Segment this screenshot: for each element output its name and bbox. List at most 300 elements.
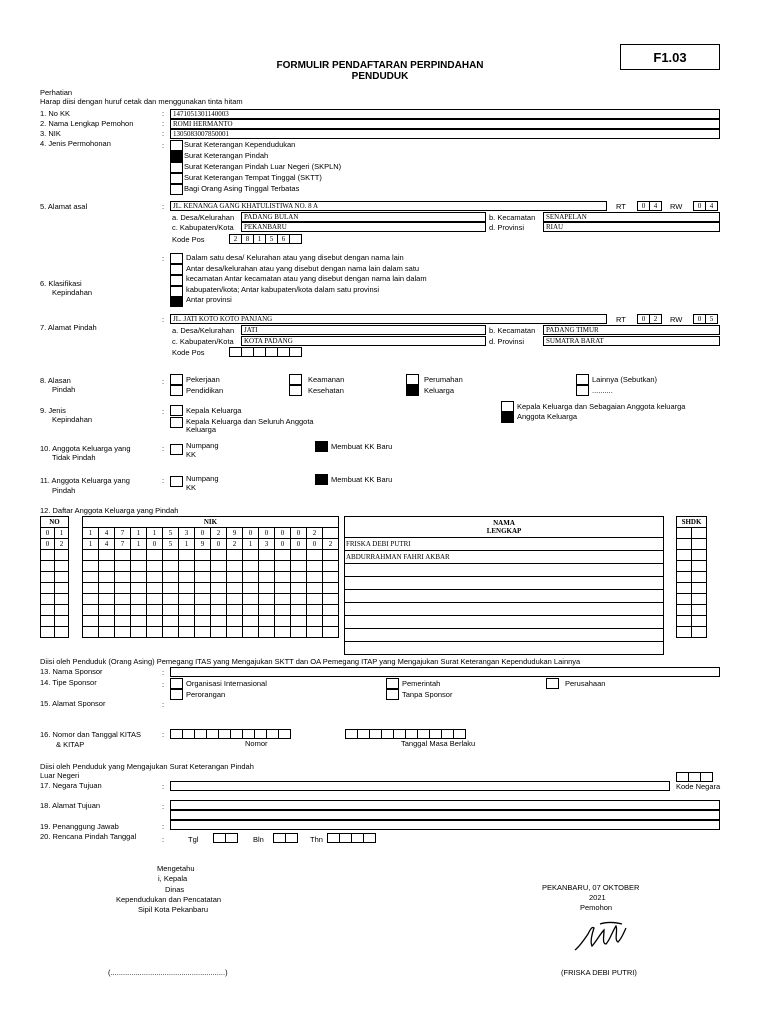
nik-cell[interactable] <box>211 550 227 561</box>
nik-cell[interactable]: 0 <box>259 528 275 539</box>
nik-cell[interactable] <box>115 627 131 638</box>
nik-cell[interactable] <box>275 627 291 638</box>
nama-cell[interactable] <box>345 616 664 629</box>
desa-field[interactable]: PADANG BULAN <box>241 212 486 222</box>
alasan-pekerjaan: Pekerjaan <box>186 375 220 384</box>
nik-cell[interactable] <box>131 605 147 616</box>
jenis-permohonan-label: 4. Jenis Permohonan <box>40 139 111 148</box>
alamat-asal-label: 5. Alamat asal <box>40 202 88 211</box>
nik-cell[interactable] <box>323 616 339 627</box>
nik-cell[interactable] <box>227 627 243 638</box>
st-tanpa: Tanpa Sponsor <box>402 690 453 699</box>
nik-cell[interactable] <box>291 572 307 583</box>
rt-pindah[interactable]: 0 2 <box>637 314 662 324</box>
colon: : <box>162 802 165 811</box>
nik-cell[interactable] <box>291 594 307 605</box>
st-checkbox-tanpa[interactable] <box>386 689 399 700</box>
nama-cell[interactable]: FRISKA DEBI PUTRI <box>345 538 664 551</box>
kls-checkbox-3[interactable] <box>170 275 183 286</box>
kls-checkbox-5[interactable] <box>170 296 183 307</box>
no-cell[interactable] <box>41 583 55 594</box>
nik-cell[interactable]: 2 <box>211 528 227 539</box>
nik-cell[interactable] <box>307 627 323 638</box>
nama-cell[interactable]: ABDURRAHMAN FAHRI AKBAR <box>345 551 664 564</box>
shdk-cell[interactable] <box>692 561 707 572</box>
nik-cell[interactable] <box>131 616 147 627</box>
alasan-checkbox-pekerjaan[interactable] <box>170 374 183 385</box>
nik-cell[interactable] <box>243 561 259 572</box>
nik-cell[interactable] <box>99 572 115 583</box>
kec-pindah-field[interactable]: PADANG TIMUR <box>543 325 720 335</box>
nik-cell[interactable]: 5 <box>163 528 179 539</box>
nik-cell[interactable] <box>131 594 147 605</box>
kab-field[interactable]: PEKANBARU <box>241 222 486 232</box>
nik-cell[interactable]: 0 <box>291 539 307 550</box>
nik-cell[interactable] <box>323 561 339 572</box>
nik-cell[interactable] <box>291 605 307 616</box>
alasan-lainnya: Lainnya (Sebutkan) <box>592 375 658 384</box>
nik-cell[interactable] <box>99 561 115 572</box>
nik-cell[interactable] <box>307 616 323 627</box>
nik-cell[interactable] <box>259 616 275 627</box>
nik-cell[interactable] <box>179 561 195 572</box>
thn-cells[interactable] <box>327 833 376 843</box>
colon: : <box>162 668 165 677</box>
nik-cell[interactable] <box>227 594 243 605</box>
nik-cell[interactable] <box>291 627 307 638</box>
form-title: FORMULIR PENDAFTARAN PERPINDAHAN <box>276 60 484 71</box>
no-cell[interactable] <box>55 627 69 638</box>
no-cell[interactable] <box>55 550 69 561</box>
nik-cell[interactable]: 0 <box>275 528 291 539</box>
form-subtitle: PENDUDUK <box>351 71 409 82</box>
nik-cell[interactable] <box>99 616 115 627</box>
nik-cell[interactable] <box>323 528 339 539</box>
tgl-cells[interactable] <box>213 833 238 843</box>
alasan-checkbox-keluarga[interactable] <box>406 385 419 396</box>
nik-cell[interactable] <box>243 616 259 627</box>
nik-cell[interactable] <box>131 550 147 561</box>
no-cell[interactable]: 2 <box>55 539 69 550</box>
sign-left-2: i, Kepala <box>158 874 188 883</box>
nik-cell[interactable] <box>99 594 115 605</box>
nik-cell[interactable] <box>163 572 179 583</box>
nik-cell[interactable] <box>147 550 163 561</box>
jk-option-3: Kepala Keluarga dan Sebagaian Anggota keluarga <box>517 402 686 411</box>
nik-cell[interactable]: 7 <box>115 539 131 550</box>
nik-cell[interactable] <box>259 550 275 561</box>
no-cell[interactable] <box>55 616 69 627</box>
nik-cell[interactable] <box>227 616 243 627</box>
nik-cell[interactable] <box>83 550 99 561</box>
shdk-cell[interactable] <box>677 539 692 550</box>
nik-cell[interactable] <box>323 572 339 583</box>
nik-cell[interactable]: 4 <box>99 539 115 550</box>
nik-cell[interactable]: 9 <box>227 528 243 539</box>
nik-cell[interactable] <box>211 572 227 583</box>
alamat-tujuan-field[interactable] <box>170 800 720 810</box>
nik-cell[interactable] <box>99 605 115 616</box>
nik-cell[interactable] <box>211 594 227 605</box>
alasan-checkbox-keamanan[interactable] <box>289 374 302 385</box>
nik-cell[interactable] <box>211 605 227 616</box>
kls-checkbox-2[interactable] <box>170 264 183 275</box>
nik-cell[interactable] <box>275 561 291 572</box>
nama-cell[interactable] <box>345 577 664 590</box>
nik-cell[interactable] <box>115 572 131 583</box>
kodepos-asal[interactable]: 2 8 1 5 6 <box>229 234 302 244</box>
no-cell[interactable] <box>55 594 69 605</box>
tp-checkbox-kk-baru[interactable] <box>315 441 328 452</box>
nik-cell[interactable] <box>163 605 179 616</box>
nik-cell[interactable] <box>163 550 179 561</box>
nik-cell[interactable] <box>83 561 99 572</box>
nik-cell[interactable] <box>83 627 99 638</box>
nama-cell[interactable] <box>345 590 664 603</box>
nik-cell[interactable] <box>83 594 99 605</box>
nik-cell[interactable] <box>227 572 243 583</box>
shdk-cell[interactable] <box>677 594 692 605</box>
nik-cell[interactable] <box>115 550 131 561</box>
nik-cell[interactable] <box>323 605 339 616</box>
nik-cell[interactable] <box>291 583 307 594</box>
nik-cell[interactable] <box>275 605 291 616</box>
nik-cell[interactable] <box>259 605 275 616</box>
nik-cell[interactable]: 2 <box>323 539 339 550</box>
no-cell[interactable] <box>41 627 55 638</box>
st-perorangan: Perorangan <box>186 690 226 699</box>
jk-checkbox-3[interactable] <box>501 401 514 412</box>
nama-cell[interactable] <box>345 642 664 655</box>
nik-cell[interactable] <box>291 561 307 572</box>
colon: : <box>162 254 165 263</box>
desa-pindah-field[interactable]: JATI <box>241 325 486 335</box>
nik-cell[interactable] <box>179 627 195 638</box>
shdk-cell[interactable] <box>677 616 692 627</box>
no-cell[interactable] <box>55 605 69 616</box>
nik-cell[interactable] <box>291 616 307 627</box>
kode-negara-cells[interactable] <box>676 772 713 782</box>
kodepos-label: Kode Pos <box>172 235 205 244</box>
nik-cell[interactable] <box>243 605 259 616</box>
shdk-cell[interactable] <box>677 583 692 594</box>
shdk-cell[interactable] <box>692 594 707 605</box>
sign-right-3: Pemohon <box>580 903 613 912</box>
shdk-cell[interactable] <box>692 605 707 616</box>
nik-cell[interactable] <box>323 583 339 594</box>
kitas-tanggal-cells[interactable] <box>345 729 466 739</box>
kk-field[interactable]: 1471051301140003 <box>170 109 720 119</box>
nik-cell[interactable] <box>83 616 99 627</box>
nik-cell[interactable] <box>195 550 211 561</box>
kec-field[interactable]: SENAPELAN <box>543 212 720 222</box>
nik-cell[interactable] <box>195 572 211 583</box>
nik-cell[interactable] <box>179 550 195 561</box>
bln-cells[interactable] <box>273 833 298 843</box>
nik-cell[interactable]: 1 <box>147 528 163 539</box>
nama-cell[interactable] <box>345 603 664 616</box>
nik-cell[interactable]: 0 <box>307 539 323 550</box>
sign-left-4: Kependudukan dan Pencatatan <box>116 895 222 904</box>
nik-table: NIK 1 4 7 1 1 5 3 0 2 9 0 0 0 0 2 1 4 7 1 0 5 1 9 0 2 1 3 0 0 0 2 <box>82 516 339 638</box>
nik-cell[interactable] <box>275 594 291 605</box>
no-cell[interactable]: 0 <box>41 528 55 539</box>
nik-cell[interactable] <box>211 583 227 594</box>
alamat-pindah-field[interactable]: JL. JATI KOTO KOTO PANJANG <box>170 314 607 324</box>
kodepos-pindah[interactable] <box>229 347 302 357</box>
nik-cell[interactable] <box>323 627 339 638</box>
st-checkbox-perorangan[interactable] <box>170 689 183 700</box>
shdk-cell[interactable] <box>677 550 692 561</box>
rw-asal[interactable]: 0 4 <box>693 201 718 211</box>
nik-cell[interactable]: 1 <box>131 539 147 550</box>
no-cell[interactable] <box>55 561 69 572</box>
alasan-pendidikan: Pendidikan <box>186 386 224 395</box>
nik-cell[interactable] <box>211 561 227 572</box>
alasan-checkbox-pendidikan[interactable] <box>170 385 183 396</box>
colon: : <box>162 119 165 128</box>
shdk-cell[interactable] <box>677 605 692 616</box>
jp-checkbox-3[interactable] <box>170 162 183 173</box>
sponsor-type-label: 14. Tipe Sponsor <box>40 678 97 687</box>
nik-cell[interactable] <box>147 583 163 594</box>
nik-cell[interactable]: 0 <box>291 528 307 539</box>
nik-cell[interactable] <box>275 583 291 594</box>
nik-cell[interactable] <box>163 583 179 594</box>
colon: : <box>162 700 165 709</box>
nik-cell[interactable]: 4 <box>99 528 115 539</box>
nik-cell[interactable]: 0 <box>147 539 163 550</box>
nik-cell[interactable] <box>179 594 195 605</box>
nik-cell[interactable]: 3 <box>179 528 195 539</box>
shdk-cell[interactable] <box>692 616 707 627</box>
jk-checkbox-4[interactable] <box>501 412 514 423</box>
kitas-label: 16. Nomor dan Tanggal KITAS <box>40 730 142 739</box>
jk-checkbox-2[interactable] <box>170 417 183 428</box>
nik-cell[interactable] <box>291 550 307 561</box>
nik-cell[interactable]: 9 <box>195 539 211 550</box>
nik-cell[interactable] <box>195 627 211 638</box>
nik-cell[interactable]: 1 <box>83 539 99 550</box>
nik-cell[interactable] <box>131 572 147 583</box>
nik-cell[interactable] <box>243 583 259 594</box>
jk-option-4: Anggota Keluarga <box>517 412 578 421</box>
nik-cell[interactable] <box>307 583 323 594</box>
nik-cell[interactable] <box>195 605 211 616</box>
no-cell[interactable] <box>41 605 55 616</box>
shdk-cell[interactable] <box>677 561 692 572</box>
st-checkbox-perusahaan[interactable] <box>546 678 559 689</box>
shdk-cell[interactable] <box>692 583 707 594</box>
colon: : <box>162 835 165 844</box>
prov-label: d. Provinsi <box>489 223 525 232</box>
kls-option-5: Antar provinsi <box>186 295 232 304</box>
nik-cell[interactable] <box>99 550 115 561</box>
nik-cell[interactable] <box>131 583 147 594</box>
nik-cell[interactable] <box>131 627 147 638</box>
no-cell[interactable] <box>41 594 55 605</box>
nik-cell[interactable] <box>227 605 243 616</box>
jk-checkbox-1[interactable] <box>170 405 183 416</box>
negara-field[interactable] <box>170 781 670 791</box>
nik-field[interactable]: 1305083007850001 <box>170 129 720 139</box>
nik-cell[interactable] <box>147 572 163 583</box>
nik-cell[interactable] <box>323 550 339 561</box>
sponsor-name-field[interactable] <box>170 667 720 677</box>
alasan-checkbox-lainnya-2[interactable] <box>576 385 589 396</box>
kitas-nomor-cells[interactable] <box>170 729 291 739</box>
shdk-cell[interactable] <box>692 528 707 539</box>
shdk-cell[interactable] <box>692 572 707 583</box>
nik-cell[interactable] <box>179 616 195 627</box>
nik-cell[interactable]: 0 <box>243 528 259 539</box>
alamat-tujuan-field-2[interactable] <box>170 810 720 820</box>
no-cell[interactable] <box>41 572 55 583</box>
nik-cell[interactable] <box>195 616 211 627</box>
no-cell[interactable] <box>41 616 55 627</box>
nik-cell[interactable] <box>115 583 131 594</box>
nik-cell[interactable] <box>227 550 243 561</box>
nik-cell[interactable] <box>115 561 131 572</box>
nik-cell[interactable] <box>307 550 323 561</box>
nik-cell[interactable] <box>147 627 163 638</box>
name-field[interactable]: ROMI HERMANTO <box>170 119 720 129</box>
alasan-checkbox-lainnya[interactable] <box>576 374 589 385</box>
p-checkbox-numpang[interactable] <box>170 476 183 487</box>
tidak-pindah-label-2: Tidak Pindah <box>52 453 96 462</box>
nik-cell[interactable] <box>259 627 275 638</box>
nik-cell[interactable]: 1 <box>83 528 99 539</box>
alamat-asal-field[interactable]: JL. KENANGA GANG KHATULISTIWA NO. 8 A <box>170 201 607 211</box>
nik-cell[interactable] <box>275 616 291 627</box>
shdk-cell[interactable] <box>677 627 692 638</box>
nik-cell[interactable] <box>115 594 131 605</box>
nik-cell[interactable] <box>99 627 115 638</box>
nik-cell[interactable]: 0 <box>211 539 227 550</box>
nik-cell[interactable] <box>147 561 163 572</box>
kls-checkbox-1[interactable] <box>170 253 183 264</box>
nik-cell[interactable]: 1 <box>179 539 195 550</box>
nik-cell[interactable]: 0 <box>195 528 211 539</box>
st-checkbox-pemerintah[interactable] <box>386 678 399 689</box>
no-cell[interactable] <box>41 561 55 572</box>
rw-pindah[interactable]: 0 5 <box>693 314 718 324</box>
nik-cell[interactable] <box>259 594 275 605</box>
no-cell[interactable]: 1 <box>55 528 69 539</box>
jp-checkbox-4[interactable] <box>170 173 183 184</box>
nik-cell[interactable] <box>115 616 131 627</box>
jp-checkbox-1[interactable] <box>170 140 183 151</box>
nik-cell[interactable] <box>307 605 323 616</box>
kab-pindah-field[interactable]: KOTA PADANG <box>241 336 486 346</box>
shdk-cell[interactable] <box>677 572 692 583</box>
nik-cell[interactable] <box>211 627 227 638</box>
nik-cell[interactable] <box>195 594 211 605</box>
nik-cell[interactable] <box>163 627 179 638</box>
nik-cell[interactable] <box>147 594 163 605</box>
nik-cell[interactable]: 3 <box>259 539 275 550</box>
nik-cell[interactable]: 5 <box>163 539 179 550</box>
nik-cell[interactable] <box>243 550 259 561</box>
nik-cell[interactable] <box>163 616 179 627</box>
jp-checkbox-5[interactable] <box>170 184 183 195</box>
nik-cell[interactable]: 0 <box>275 539 291 550</box>
nik-cell[interactable] <box>227 583 243 594</box>
alasan-checkbox-perumahan[interactable] <box>406 374 419 385</box>
nik-cell[interactable] <box>179 605 195 616</box>
nik-cell[interactable] <box>147 616 163 627</box>
nik-cell[interactable] <box>275 572 291 583</box>
nik-cell[interactable] <box>275 550 291 561</box>
nama-cell[interactable] <box>345 564 664 577</box>
shdk-cell[interactable] <box>677 528 692 539</box>
nik-cell[interactable]: 1 <box>131 528 147 539</box>
nik-cell[interactable] <box>227 561 243 572</box>
nik-cell[interactable] <box>307 594 323 605</box>
nik-cell[interactable] <box>323 594 339 605</box>
shdk-cell[interactable] <box>692 550 707 561</box>
p-checkbox-kk-baru[interactable] <box>315 474 328 485</box>
nik-cell[interactable] <box>179 583 195 594</box>
st-checkbox-org[interactable] <box>170 678 183 689</box>
rt-asal[interactable]: 0 4 <box>637 201 662 211</box>
no-cell[interactable]: 0 <box>41 539 55 550</box>
colon: : <box>162 444 165 453</box>
nik-cell[interactable] <box>259 561 275 572</box>
nik-cell[interactable] <box>131 561 147 572</box>
nik-cell[interactable]: 2 <box>227 539 243 550</box>
prov-pindah-field[interactable]: SUMATRA BARAT <box>543 336 720 346</box>
nik-cell[interactable]: 1 <box>243 539 259 550</box>
nik-cell[interactable] <box>195 583 211 594</box>
nik-cell[interactable] <box>243 627 259 638</box>
prov-field[interactable]: RIAU <box>543 222 720 232</box>
nik-cell[interactable] <box>243 594 259 605</box>
nik-cell[interactable] <box>83 605 99 616</box>
no-cell[interactable] <box>55 583 69 594</box>
jp-checkbox-2[interactable] <box>170 151 183 162</box>
nik-cell[interactable]: 7 <box>115 528 131 539</box>
shdk-cell[interactable] <box>692 539 707 550</box>
nik-cell[interactable] <box>195 561 211 572</box>
no-cell[interactable] <box>55 572 69 583</box>
st-perusahaan: Perusahaan <box>565 679 606 688</box>
nik-cell[interactable] <box>163 561 179 572</box>
nik-cell[interactable] <box>179 572 195 583</box>
nik-cell[interactable] <box>259 583 275 594</box>
nik-cell[interactable] <box>99 583 115 594</box>
nik-cell[interactable] <box>259 572 275 583</box>
abroad-note: Diisi oleh Penduduk yang Mengajukan Surat Keterangan Pindah <box>40 762 254 771</box>
alasan-checkbox-kesehatan[interactable] <box>289 385 302 396</box>
no-cell[interactable] <box>41 550 55 561</box>
nik-cell[interactable] <box>307 572 323 583</box>
nik-cell[interactable] <box>147 605 163 616</box>
nik-cell[interactable]: 2 <box>307 528 323 539</box>
nik-cell[interactable] <box>115 605 131 616</box>
nik-cell[interactable] <box>211 616 227 627</box>
nik-cell[interactable] <box>83 583 99 594</box>
tp-checkbox-numpang[interactable] <box>170 444 183 455</box>
nik-cell[interactable] <box>163 594 179 605</box>
kab-label: c. Kabupaten/Kota <box>172 223 234 232</box>
shdk-cell[interactable] <box>692 627 707 638</box>
nama-cell[interactable] <box>345 629 664 642</box>
nik-cell[interactable] <box>307 561 323 572</box>
nik-cell[interactable] <box>83 572 99 583</box>
penanggung-jawab-field[interactable] <box>170 820 720 830</box>
nik-cell[interactable] <box>243 572 259 583</box>
